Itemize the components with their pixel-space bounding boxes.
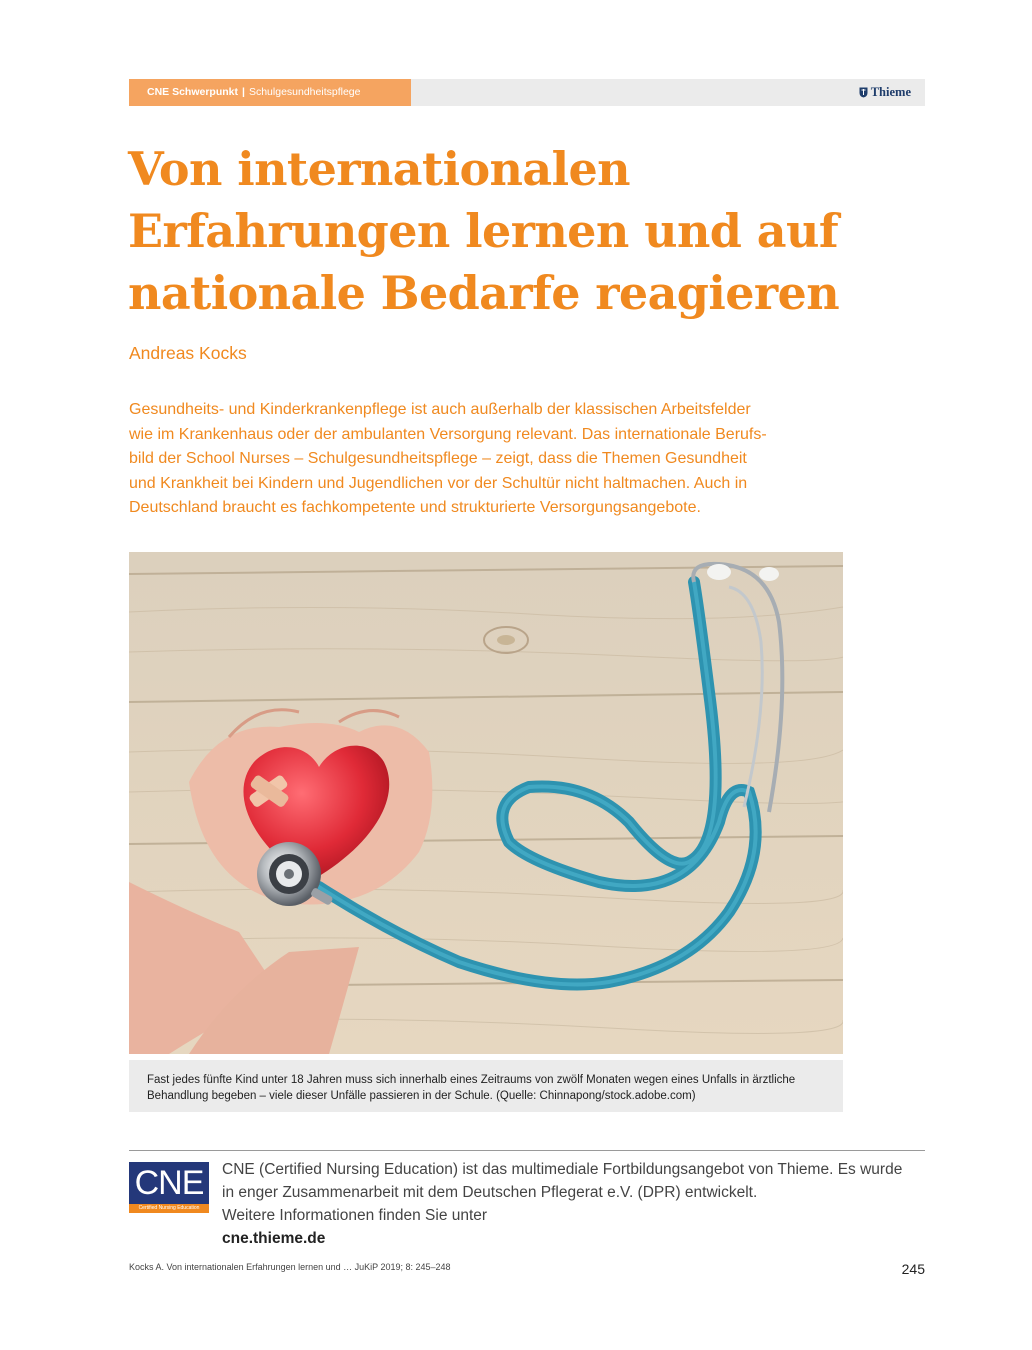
abstract-line: Deutschland braucht es fachkompetente und strukturierte Versorgungsangebote. xyxy=(129,499,701,516)
caption-line: Fast jedes fünfte Kind unter 18 Jahren muss sich innerhalb eines Zeitraums von zwölf Monaten wegen eines Unfalls in ärztliche xyxy=(147,1074,796,1086)
abstract-line: bild der School Nurses – Schulgesundheitspflege – zeigt, dass die Themen Gesundheit xyxy=(129,450,747,467)
title-line: nationale Bedarfe reagieren xyxy=(128,266,840,320)
figure-caption xyxy=(129,1060,843,1112)
cne-more-info xyxy=(222,1204,925,1250)
article-title xyxy=(128,138,928,324)
author-name: Andreas Kocks xyxy=(129,343,247,363)
abstract-line: und Krankheit bei Kindern und Jugendlichen vor der Schultür nicht haltmachen. Auch in xyxy=(129,474,748,492)
caption-line: Behandlung begeben – viele dieser Unfälle passieren in der Schule. (Quelle: Chinnapong/stock.adobe.com) xyxy=(147,1090,696,1102)
citation-reference: Kocks A. Von internationalen Erfahrungen lernen und … JuKiP 2019; 8: 245–248 xyxy=(129,1262,451,1272)
section-tag xyxy=(129,79,411,106)
cne-logo xyxy=(129,1162,209,1213)
divider xyxy=(129,1150,925,1151)
cne-info-line: in enger Zusammenarbeit mit dem Deutschen Pflegerat e.V. (DPR) entwickelt. xyxy=(222,1184,758,1201)
cne-link[interactable]: cne.thieme.de xyxy=(222,1230,326,1247)
title-line: Von internationalen xyxy=(128,142,630,196)
article-photo xyxy=(129,552,843,1054)
page-number: 245 xyxy=(901,1261,925,1277)
publisher-logo xyxy=(859,79,911,106)
title-line: Erfahrungen lernen und auf xyxy=(128,204,839,258)
cne-logo-text: CNE xyxy=(129,1162,209,1204)
cne-info xyxy=(222,1158,925,1250)
topic-label: Schulgesundheitspflege xyxy=(248,86,361,98)
abstract-line: Gesundheits- und Kinderkrankenpflege ist auch außerhalb der klassischen Arbeitsfelder xyxy=(129,401,751,418)
stethoscope-heart-illustration xyxy=(129,552,843,1054)
crest-icon xyxy=(859,87,868,98)
header-bar xyxy=(129,79,925,106)
publisher-name: Thieme xyxy=(870,85,911,99)
cne-logo-subtext: Certified Nursing Education xyxy=(129,1204,209,1213)
section-separator: | xyxy=(242,86,245,98)
abstract xyxy=(129,398,839,521)
cne-info-line: CNE (Certified Nursing Education) ist das multimediale Fortbildungsangebot von Thieme. Es wurde xyxy=(222,1161,903,1178)
cne-more-info-prefix: Weitere Informationen finden Sie unter xyxy=(222,1207,488,1224)
section-label: CNE Schwerpunkt xyxy=(147,86,239,98)
abstract-line: wie im Krankenhaus oder der ambulanten Versorgung relevant. Das internationale Berufs- xyxy=(129,425,767,443)
